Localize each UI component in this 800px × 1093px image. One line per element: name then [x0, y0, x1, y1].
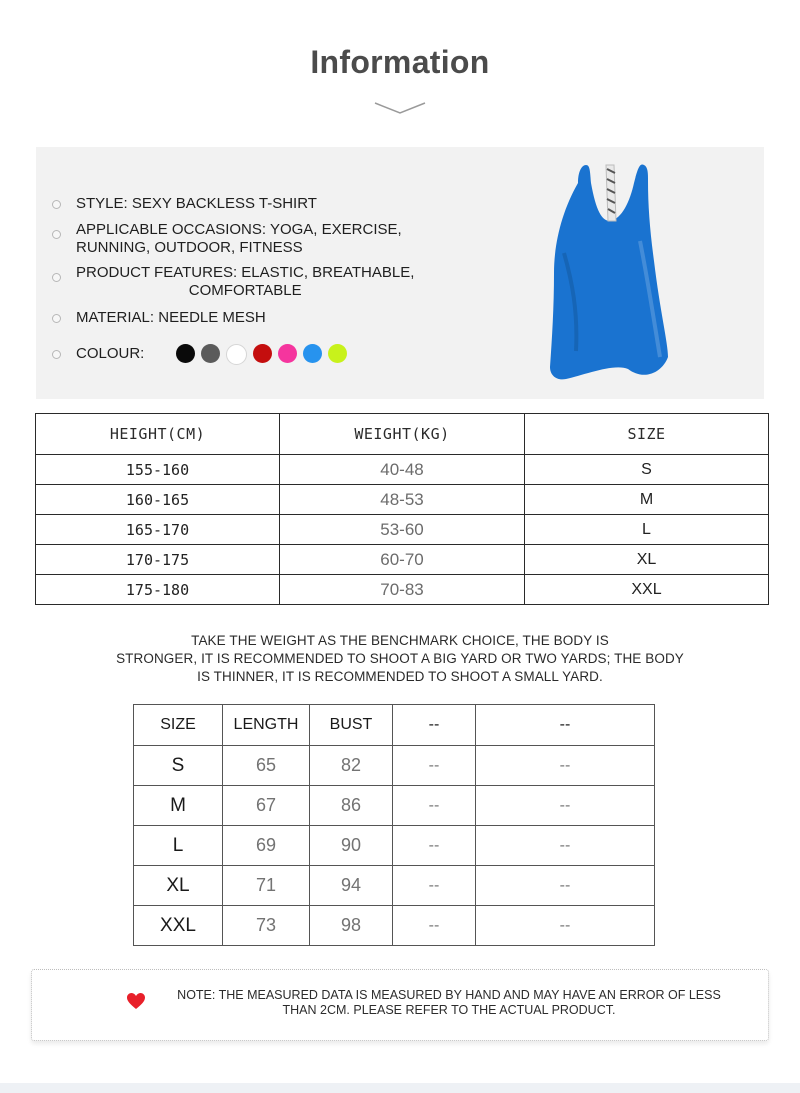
- footer-bar: [0, 1083, 800, 1093]
- empty-cell: --: [476, 786, 655, 826]
- height-cell: 155-160: [36, 455, 280, 485]
- empty-cell: --: [393, 906, 476, 946]
- weight-cell: 48-53: [280, 485, 525, 515]
- table-row: [134, 866, 655, 906]
- col-header-empty: --: [476, 705, 655, 746]
- col-header-size: SIZE: [134, 705, 223, 746]
- table-header-row: [134, 705, 655, 746]
- info-colour: COLOUR:: [52, 345, 347, 365]
- measurement-note-box: [31, 969, 769, 1041]
- empty-cell: --: [476, 906, 655, 946]
- note-text: NOTE: THE MEASURED DATA IS MEASURED BY HAND AND MAY HAVE AN ERROR OF LESS THAN 2CM. PLEASE REFER TO THE ACTUAL PRODUCT.: [177, 988, 721, 1017]
- page-title: Information: [310, 44, 490, 80]
- bullet-icon: [52, 273, 61, 282]
- length-cell: 71: [223, 866, 310, 906]
- table-row: [134, 746, 655, 786]
- bust-cell: 98: [310, 906, 393, 946]
- height-cell: 175-180: [36, 575, 280, 605]
- bullet-icon: [52, 350, 61, 359]
- table-row: [36, 515, 769, 545]
- empty-cell: --: [393, 786, 476, 826]
- empty-cell: --: [393, 866, 476, 906]
- size-recommendation-text: TAKE THE WEIGHT AS THE BENCHMARK CHOICE, THE BODY IS STRONGER, IT IS RECOMMENDED TO SHOOT A BIG YARD OR TWO YARDS; THE BODY IS THINNER, IT IS RECOMMENDED TO SHOOT A SMALL YARD.: [116, 633, 684, 684]
- tank-top-product-image: [544, 161, 674, 386]
- table-row: [36, 455, 769, 485]
- empty-cell: --: [393, 826, 476, 866]
- empty-cell: --: [476, 866, 655, 906]
- size-cell: S: [525, 455, 769, 485]
- colour-swatch: [253, 344, 272, 363]
- weight-cell: 40-48: [280, 455, 525, 485]
- size-cell: L: [134, 826, 223, 866]
- col-header-bust: BUST: [310, 705, 393, 746]
- colour-swatch: [226, 344, 247, 365]
- info-occasions: APPLICABLE OCCASIONS: YOGA, EXERCISE, RUNNING, OUTDOOR, FITNESS: [52, 221, 402, 257]
- length-cell: 65: [223, 746, 310, 786]
- size-cell: XL: [525, 545, 769, 575]
- bullet-icon: [52, 230, 61, 239]
- height-cell: 160-165: [36, 485, 280, 515]
- weight-cell: 53-60: [280, 515, 525, 545]
- colour-swatches: [176, 344, 347, 365]
- length-cell: 73: [223, 906, 310, 946]
- length-cell: 67: [223, 786, 310, 826]
- table-row: [134, 786, 655, 826]
- size-cell: XXL: [134, 906, 223, 946]
- product-info-panel: [36, 147, 764, 399]
- bullet-icon: [52, 314, 61, 323]
- length-cell: 69: [223, 826, 310, 866]
- weight-cell: 70-83: [280, 575, 525, 605]
- table-row: [134, 826, 655, 866]
- size-cell: S: [134, 746, 223, 786]
- bust-cell: 82: [310, 746, 393, 786]
- colour-swatch: [176, 344, 195, 363]
- table-row: [36, 485, 769, 515]
- size-cell: XXL: [525, 575, 769, 605]
- colour-swatch: [278, 344, 297, 363]
- info-material: MATERIAL: NEEDLE MESH: [52, 309, 266, 327]
- height-weight-size-table: [35, 413, 769, 605]
- info-features: PRODUCT FEATURES: ELASTIC, BREATHABLE, COMFORTABLE: [52, 264, 414, 300]
- colour-swatch: [328, 344, 347, 363]
- col-header-length: LENGTH: [223, 705, 310, 746]
- size-cell: M: [134, 786, 223, 826]
- heart-icon: [126, 992, 146, 1010]
- table-header-row: [36, 414, 769, 455]
- table-row: [134, 906, 655, 946]
- weight-cell: 60-70: [280, 545, 525, 575]
- bullet-icon: [52, 200, 61, 209]
- col-header-weight: WEIGHT(KG): [280, 414, 525, 455]
- table-row: [36, 545, 769, 575]
- table-row: [36, 575, 769, 605]
- empty-cell: --: [476, 826, 655, 866]
- bust-cell: 90: [310, 826, 393, 866]
- col-header-empty: --: [393, 705, 476, 746]
- height-cell: 170-175: [36, 545, 280, 575]
- height-cell: 165-170: [36, 515, 280, 545]
- empty-cell: --: [393, 746, 476, 786]
- info-style: STYLE: SEXY BACKLESS T-SHIRT: [52, 195, 317, 213]
- colour-swatch: [201, 344, 220, 363]
- size-cell: XL: [134, 866, 223, 906]
- bust-cell: 86: [310, 786, 393, 826]
- measurement-table: [133, 704, 655, 946]
- size-cell: M: [525, 485, 769, 515]
- col-header-height: HEIGHT(CM): [36, 414, 280, 455]
- bust-cell: 94: [310, 866, 393, 906]
- size-cell: L: [525, 515, 769, 545]
- col-header-size: SIZE: [525, 414, 769, 455]
- empty-cell: --: [476, 746, 655, 786]
- colour-swatch: [303, 344, 322, 363]
- chevron-down-icon: [373, 100, 427, 116]
